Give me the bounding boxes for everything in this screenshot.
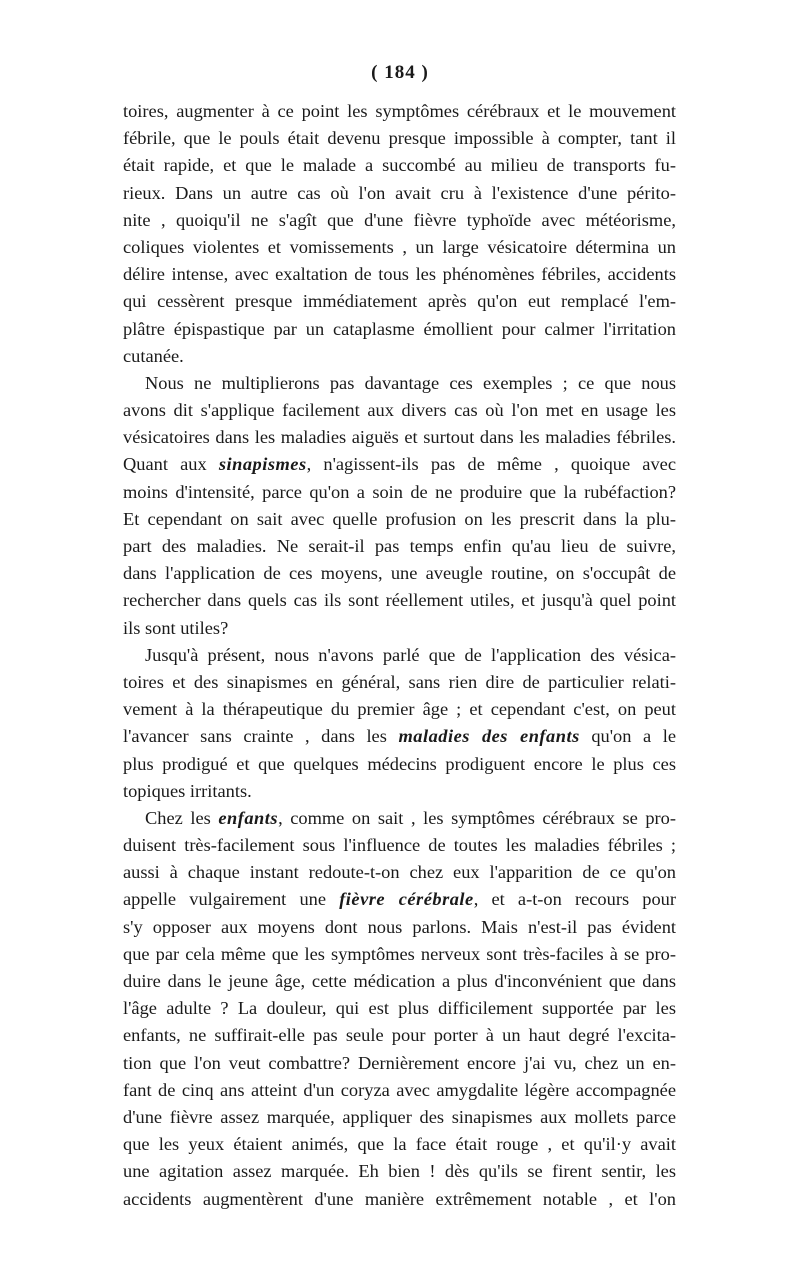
text-line — [123, 1186, 676, 1213]
text-run: d'une fièvre assez marquée, appliquer des sinapismes aux mollets parce — [123, 1106, 676, 1127]
text-run: délire intense, avec exaltation de tous les phénomènes fébriles, accidents — [123, 264, 676, 285]
text-line — [123, 479, 676, 506]
text-run: , n'agissent-ils pas de même , quoique avec — [306, 454, 676, 475]
text-run: part des maladies. Ne serait-il pas temps enfin qu'au lieu de suivre, — [123, 536, 676, 556]
text-line — [123, 723, 676, 750]
text-run: appelle vulgairement une — [123, 889, 340, 910]
text-run: que par cela même que les symptômes nerveux sont très-faciles à se pro- — [123, 943, 676, 964]
text-line — [123, 451, 676, 478]
text-line — [123, 506, 676, 533]
text-line — [123, 615, 676, 642]
text-line — [123, 125, 676, 152]
text-run: duire dans le jeune âge, cette médication a plus d'inconvénient que dans — [123, 971, 676, 991]
text-run: toires et des sinapismes en général, sans rien dire de particulier relati- — [123, 671, 676, 692]
text-line — [123, 98, 676, 125]
text-line — [123, 424, 676, 451]
body-text — [123, 98, 676, 1213]
text-run: plâtre épispastique par un cataplasme émollient pour calmer l'irritation — [123, 318, 676, 339]
text-line — [123, 1050, 676, 1077]
text-line — [123, 886, 676, 913]
text-line — [123, 1022, 676, 1049]
text-run: tion que l'on veut combattre? Dernièrement encore j'ai vu, chez un en- — [123, 1052, 676, 1073]
text-run: moins d'intensité, parce qu'on a soin de ne produire que la rubéfaction? — [123, 481, 676, 502]
text-run: rieux. Dans un autre cas où l'on avait cru à l'existence d'une périto- — [123, 182, 676, 203]
text-run: Jusqu'à présent, nous n'avons parlé que de l'application des vésica- — [145, 644, 676, 665]
text-line — [123, 180, 676, 207]
text-run: aussi à chaque instant redoute-t-on chez eux l'apparition de ce qu'on — [123, 862, 676, 883]
text-run: accidents augmentèrent d'une manière extrêmement notable , et l'on — [123, 1188, 676, 1209]
text-run: , et a-t-on recours pour — [473, 889, 676, 910]
text-run: était rapide, et que le malade a succombé au milieu de transports fu- — [123, 155, 676, 176]
text-run: s'y opposer aux moyens dont nous parlons. Mais n'est-il pas évident — [123, 916, 676, 937]
text-line — [123, 669, 676, 696]
text-line — [123, 397, 676, 424]
text-line — [123, 1077, 676, 1104]
text-line — [123, 778, 676, 805]
text-line — [123, 234, 676, 261]
text-run: avons dit s'applique facilement aux divers cas où l'on met en usage les — [123, 400, 676, 421]
text-line — [123, 642, 676, 669]
text-run: qui cessèrent presque immédiatement après qu'on eut remplacé l'em- — [123, 291, 676, 312]
text-run: vement à la thérapeutique du premier âge ; et cependant c'est, on peut — [123, 699, 676, 720]
text-line — [123, 343, 676, 370]
text-line — [123, 805, 676, 832]
emphasized-term: enfants — [218, 807, 279, 828]
text-line — [123, 261, 676, 288]
page-number: ( 184 ) — [371, 62, 429, 83]
text-line — [123, 859, 676, 886]
text-line — [123, 560, 676, 587]
text-line — [123, 995, 676, 1022]
text-run: une agitation assez marquée. Eh bien ! dès qu'ils se firent sentir, les — [123, 1161, 676, 1182]
text-line — [123, 207, 676, 234]
text-line — [123, 941, 676, 968]
text-run: enfants, ne suffirait-elle pas seule pour porter à un haut degré l'excita- — [123, 1025, 676, 1046]
text-run: Quant aux — [123, 454, 219, 475]
text-run: Chez les — [145, 807, 219, 828]
text-line — [123, 533, 676, 560]
text-run: plus prodigué et que quelques médecins prodiguent encore le plus ces — [123, 753, 676, 774]
emphasized-term: sinapismes — [218, 454, 307, 475]
text-run: vésicatoires dans les maladies aiguës et surtout dans les maladies fébriles. — [123, 427, 676, 448]
text-line — [123, 316, 676, 343]
text-run: toires, augmenter à ce point les symptômes cérébraux et le mouvement — [123, 101, 676, 121]
text-line — [123, 1104, 676, 1131]
text-line — [123, 288, 676, 315]
text-line — [123, 587, 676, 614]
text-line — [123, 370, 676, 397]
text-run: duisent très-facilement sous l'influence de toutes les maladies fébriles ; — [123, 835, 676, 856]
text-run: dans l'application de ces moyens, une aveugle routine, on s'occupât de — [123, 563, 676, 584]
text-line — [123, 751, 676, 778]
text-run: fébrile, que le pouls était devenu presque impossible à compter, tant il — [123, 128, 676, 149]
text-run: , comme on sait , les symptômes cérébraux se pro- — [278, 807, 676, 828]
text-run: rechercher dans quels cas ils sont réellement utiles, et jusqu'à quel point — [123, 590, 676, 611]
text-line — [123, 1158, 676, 1185]
text-run: Et cependant on sait avec quelle profusion on les prescrit dans la plu- — [123, 508, 676, 529]
text-line — [123, 832, 676, 859]
text-run: nite , quoiqu'il ne s'agît que d'une fièvre typhoïde avec météorisme, — [123, 209, 676, 230]
text-run: qu'on a le — [579, 726, 676, 747]
text-line — [123, 152, 676, 179]
emphasized-term: fièvre cérébrale — [339, 889, 474, 910]
text-run: coliques violentes et vomissements , un large vésicatoire détermina un — [123, 236, 676, 257]
text-line — [123, 968, 676, 995]
emphasized-term: maladies des enfants — [398, 726, 580, 747]
text-run: l'âge adulte ? La douleur, qui est plus difficilement supportée par les — [123, 998, 676, 1019]
text-run: topiques irritants. — [123, 780, 252, 801]
text-run: cutanée. — [123, 345, 184, 366]
text-line — [123, 914, 676, 941]
text-run: fant de cinq ans atteint d'un coryza avec amygdalite légère accompagnée — [123, 1079, 676, 1100]
text-run: que les yeux étaient animés, que la face était rouge , et qu'il·y avait — [123, 1134, 676, 1155]
text-run: Nous ne multiplierons pas davantage ces exemples ; ce que nous — [145, 372, 676, 393]
text-line — [123, 1131, 676, 1158]
text-line — [123, 696, 676, 723]
text-run: ils sont utiles? — [123, 617, 229, 638]
text-run: l'avancer sans crainte , dans les — [123, 726, 399, 747]
